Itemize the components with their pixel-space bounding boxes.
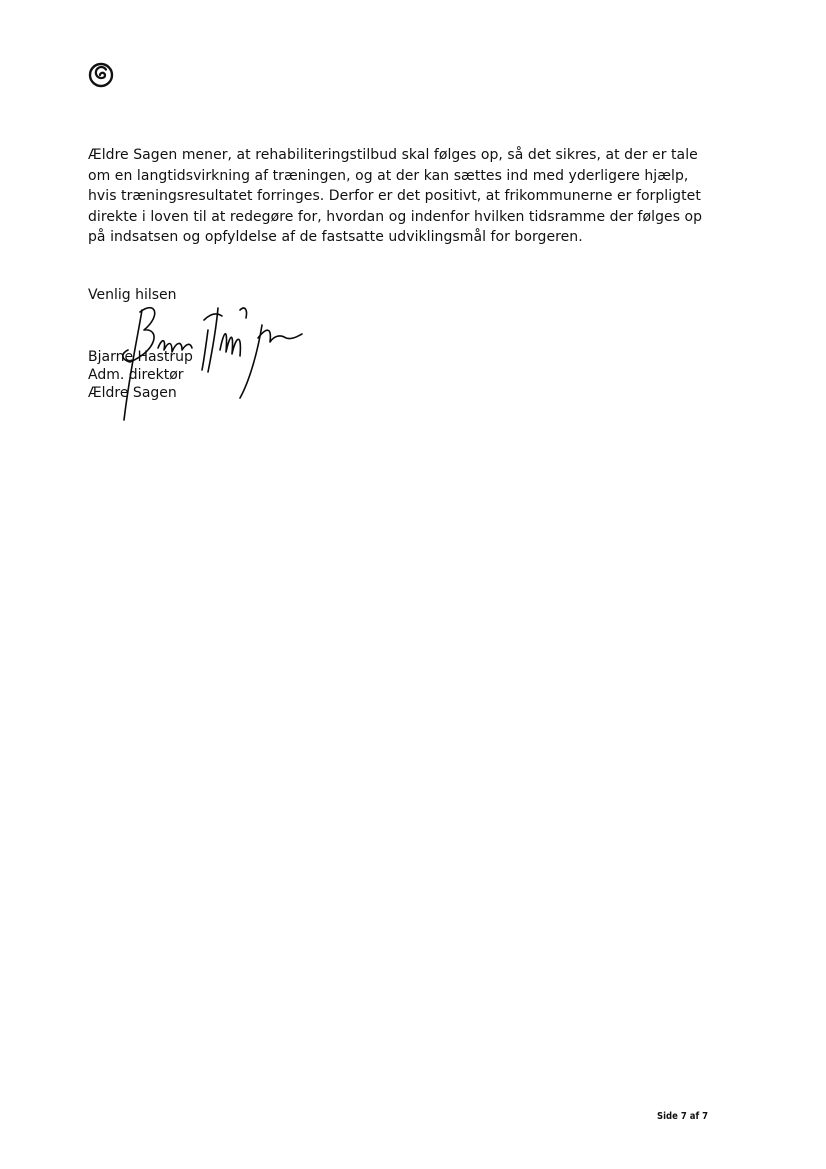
handwritten-signature bbox=[100, 290, 310, 425]
body-line: på indsatsen og opfyldelse af de fastsatte udviklingsmål for borgeren. bbox=[88, 229, 583, 245]
letter-body bbox=[88, 145, 718, 248]
signer-organization: Ældre Sagen bbox=[88, 385, 177, 401]
closing-phrase: Venlig hilsen bbox=[88, 287, 177, 303]
body-line: Ældre Sagen mener, at rehabiliteringstilbud skal følges op, så det sikres, at der er tale bbox=[88, 147, 698, 163]
body-line: hvis træningsresultatet forringes. Derfor er det positivt, at frikommunerne er forpligtet bbox=[88, 188, 701, 204]
spiral-logo-icon bbox=[88, 62, 114, 88]
page-number: Side 7 af 7 bbox=[656, 1111, 708, 1122]
body-line: direkte i loven til at redegøre for, hvordan og indenfor hvilken tidsramme der følges op bbox=[88, 208, 703, 225]
body-line: om en langtidsvirkning af træningen, og at der kan sættes ind med yderligere hjælp, bbox=[88, 167, 689, 184]
signer-name: Bjarne Hastrup bbox=[88, 349, 193, 365]
signer-title: Adm. direktør bbox=[88, 367, 184, 383]
